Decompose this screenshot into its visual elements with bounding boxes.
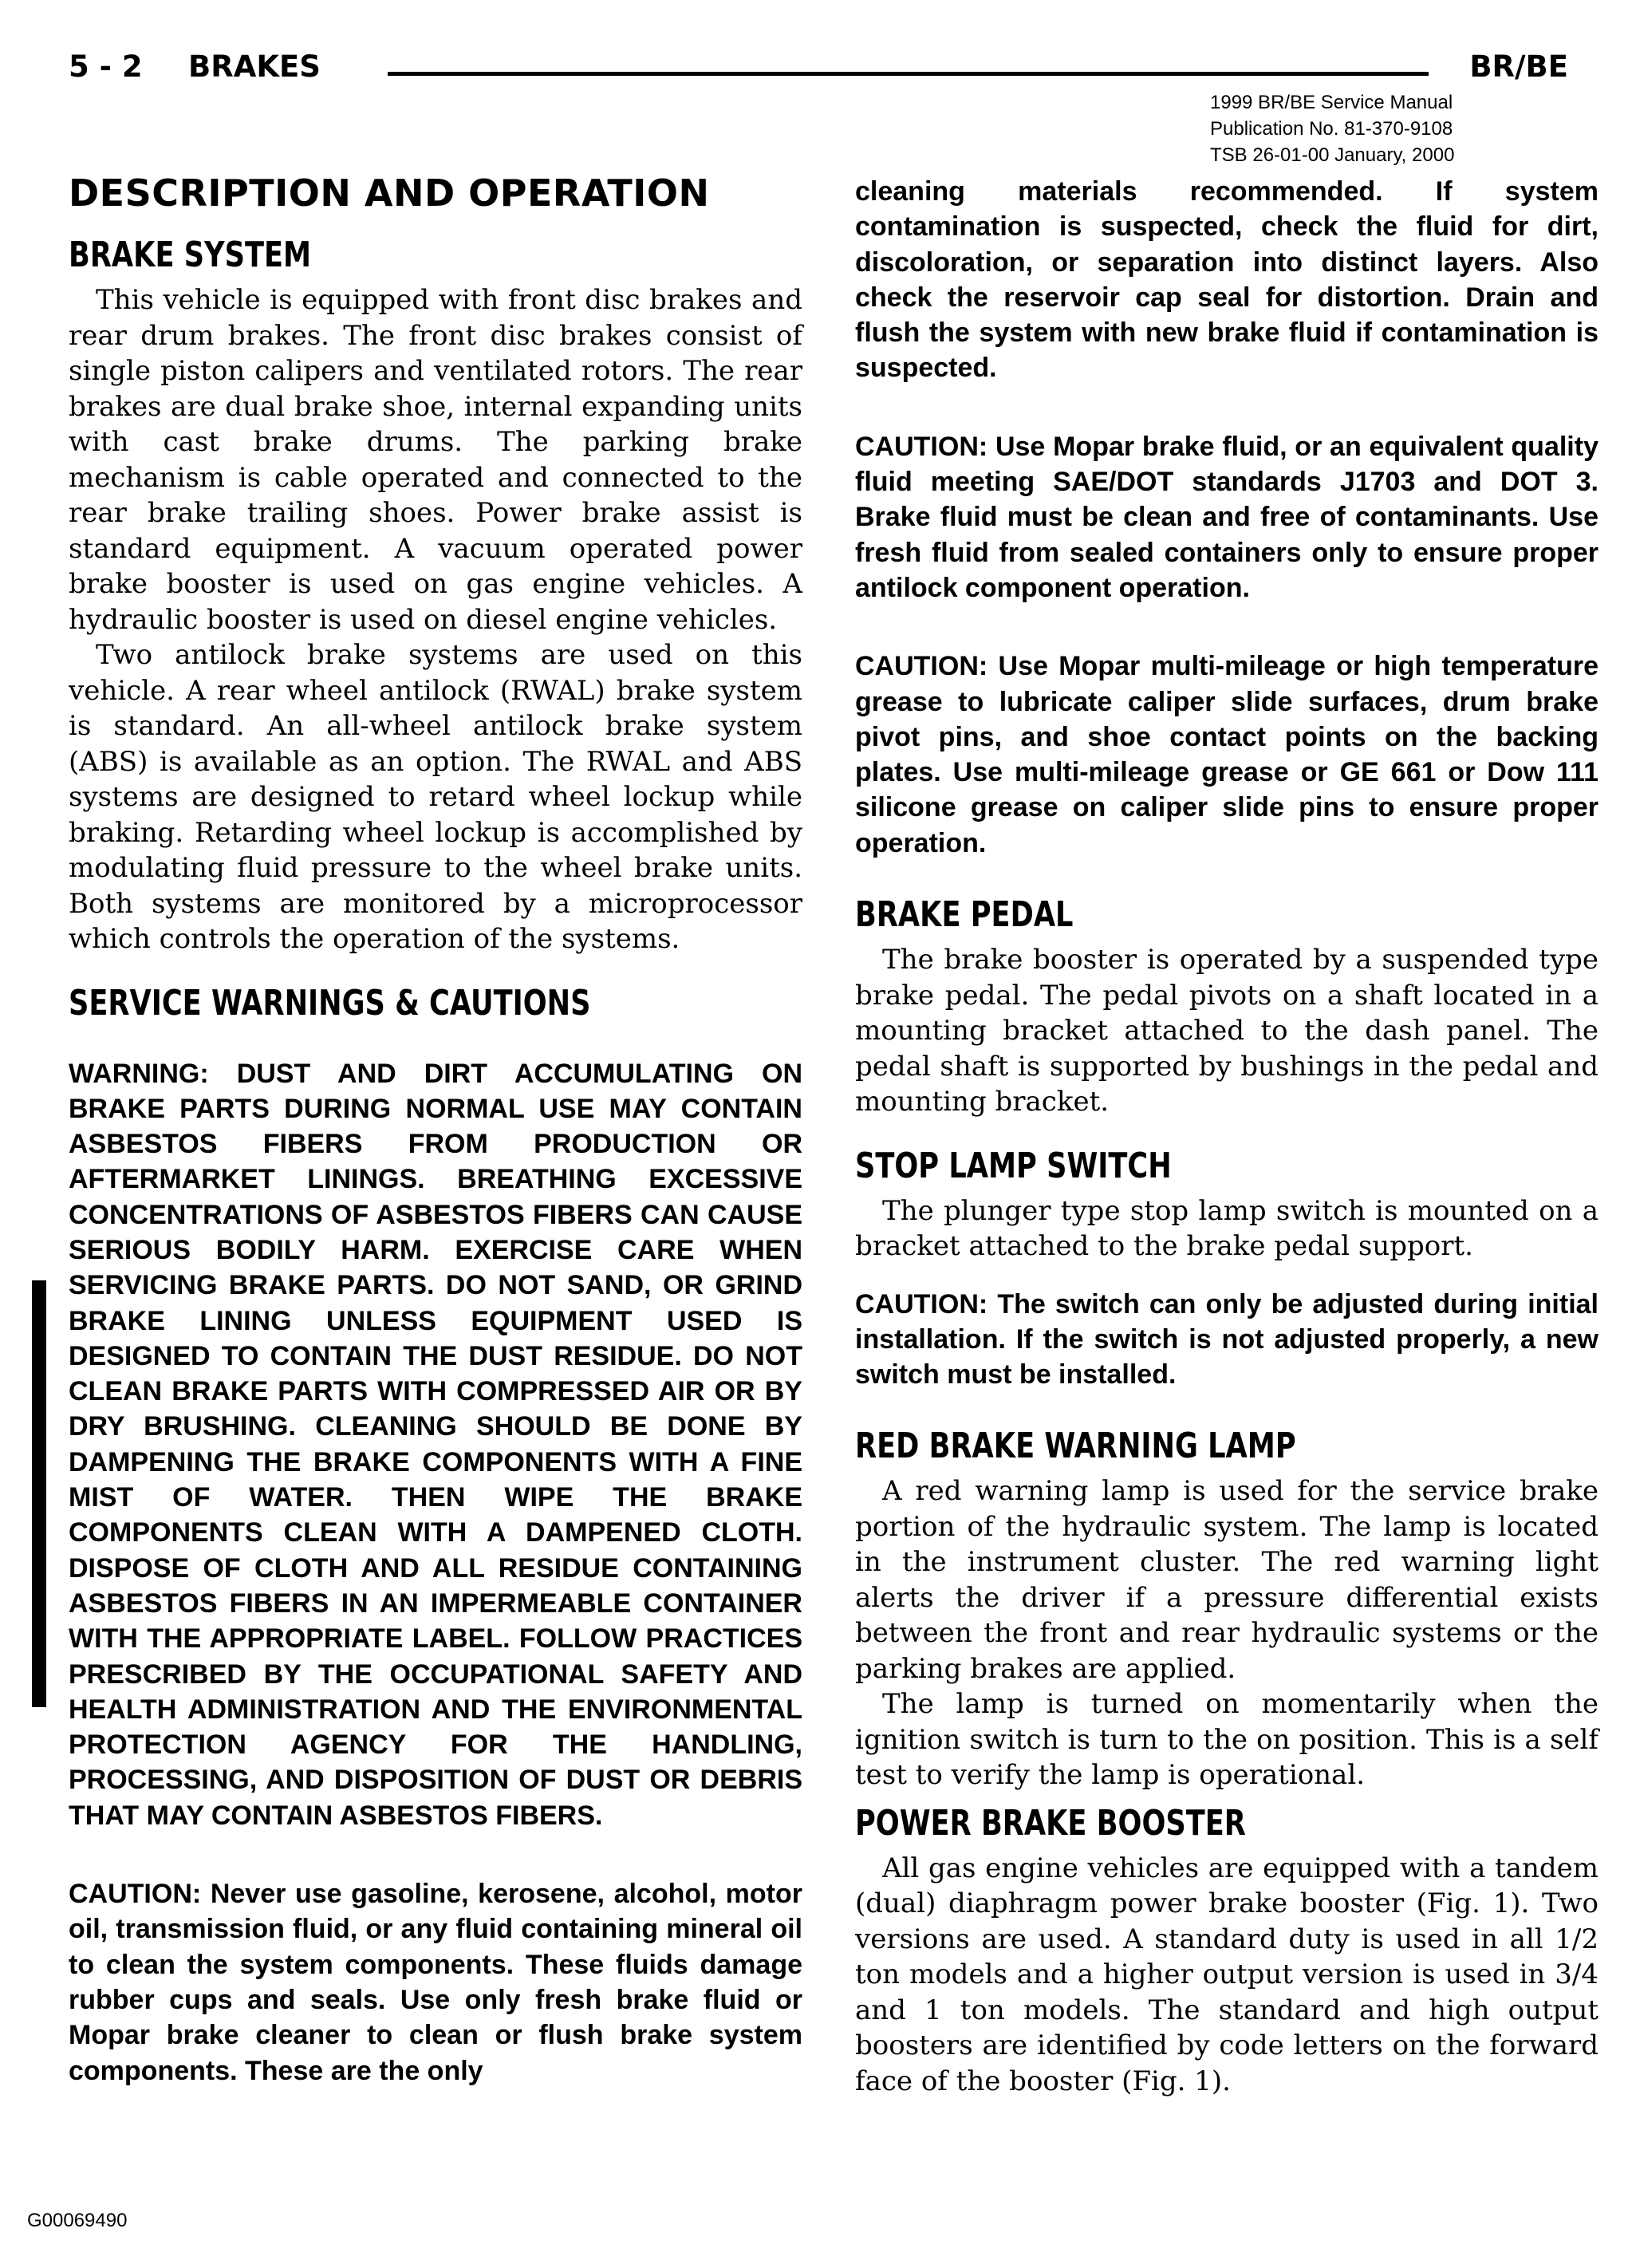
section-title: BRAKES xyxy=(188,49,321,84)
paragraph: The plunger type stop lamp switch is mounted on a bracket attached to the brake pedal support. xyxy=(855,1194,1598,1263)
caution-block: CAUTION: Use Mopar brake fluid, or an equivalent quality fluid meeting SAE/DOT standards J1703 and DOT 3. Brake fluid must be clean and free of contaminants. Use fresh fluid from sealed containers only to ensure proper antilock component operation. xyxy=(855,431,1598,603)
paragraph: A red warning lamp is used for the service brake portion of the hydraulic system. The lamp is located in the instrument cluster. The red warning light alerts the driver if a pressure differential exists between the front and rear hydraulic systems or the parking brakes are applied. xyxy=(855,1475,1598,1685)
heading-warnings: SERVICE WARNINGS & CAUTIONS xyxy=(69,982,591,1024)
document-id: G00069490 xyxy=(27,2210,128,2231)
caution-block: CAUTION: Use Mopar multi-mileage or high temperature grease to lubricate caliper slide surfaces, drum brake pivot pins, and shoe contact points on the backing plates. Use multi-mileage grease or GE 661 or Dow 111 silicone grease on caliper slide pins to ensure proper operation. xyxy=(855,651,1598,858)
publication-line: Publication No. 81-370-9108 xyxy=(1210,118,1453,140)
header-rule xyxy=(388,72,1429,76)
heading-stop-lamp: STOP LAMP SWITCH xyxy=(855,1145,1172,1186)
heading-brake-pedal: BRAKE PEDAL xyxy=(855,894,1074,936)
model-code: BR/BE xyxy=(1469,49,1568,84)
paragraph: The lamp is turned on momentarily when the ignition switch is turn to the on position. This is a self test to verify the lamp is operational. xyxy=(855,1688,1598,1792)
paragraph: Two antilock brake systems are used on this vehicle. A rear wheel antilock (RWAL) brake system is standard. An all-wheel antilock brake system (ABS) is available as an option. The RWAL and ABS systems are designed to retard wheel lockup while braking. Retarding wheel lockup is accomplished by modulating fluid pressure to the wheel brake units. Both systems are monitored by a microprocessor which controls the operation of the systems. xyxy=(69,639,802,955)
heading-red-lamp: RED BRAKE WARNING LAMP xyxy=(855,1426,1296,1467)
paragraph: All gas engine vehicles are equipped with a tandem (dual) diaphragm power brake booster (Fig. 1). Two versions are used. A standard duty is used in all 1/2 ton models and a higher output version is used in 3/4 and 1 ton models. The standard and high output boosters are identified by code letters on the forward face of the booster (Fig. 1). xyxy=(855,1852,1598,2097)
left-column xyxy=(69,169,802,2089)
heading-booster: POWER BRAKE BOOSTER xyxy=(855,1802,1246,1844)
page-title: DESCRIPTION AND OPERATION xyxy=(69,172,710,215)
caution-block: CAUTION: Never use gasoline, kerosene, alcohol, motor oil, transmission fluid, or any fluid containing mineral oil to clean the system components. These fluids damage rubber cups and seals. Use only fresh brake fluid or Mopar brake cleaner to clean or flush brake system components. These are the only xyxy=(69,1879,802,2086)
heading-brake-system: BRAKE SYSTEM xyxy=(69,235,312,275)
page-number: 5 - 2 xyxy=(69,49,143,84)
warning-block: WARNING: DUST AND DIRT ACCUMULATING ON BRAKE PARTS DURING NORMAL USE MAY CONTAIN ASBESTOS FIBERS FROM PRODUCTION OR AFTERMARKET LININGS. BREATHING EXCESSIVE CONCENTRATIONS OF ASBESTOS FIBERS CAN CAUSE SERIOUS BODILY HARM. EXERCISE CARE WHEN SERVICING BRAKE PARTS. DO NOT SAND, OR GRIND BRAKE LINING UNLESS EQUIPMENT USED IS DESIGNED TO CONTAIN THE DUST RESIDUE. DO NOT CLEAN BRAKE PARTS WITH COMPRESSED AIR OR BY DRY BRUSHING. CLEANING SHOULD BE DONE BY DAMPENING THE BRAKE COMPONENTS WITH A FINE MIST OF WATER. THEN WIPE THE BRAKE COMPONENTS CLEAN WITH A DAMPENED CLOTH. DISPOSE OF CLOTH AND ALL RESIDUE CONTAINING ASBESTOS FIBERS IN AN IMPERMEABLE CONTAINER WITH THE APPROPRIATE LABEL. FOLLOW PRACTICES PRESCRIBED BY THE OCCUPATIONAL SAFETY AND HEALTH ADMINISTRATION AND THE ENVIRONMENTAL PROTECTION AGENCY FOR THE HANDLING, PROCESSING, AND DISPOSITION OF DUST OR DEBRIS THAT MAY CONTAIN ASBESTOS FIBERS. xyxy=(69,1058,802,1831)
publication-line: 1999 BR/BE Service Manual xyxy=(1210,92,1453,113)
publication-info xyxy=(1210,89,1545,168)
paragraph: This vehicle is equipped with front disc brakes and rear drum brakes. The front disc brakes consist of single piston calipers and ventilated rotors. The rear brakes are dual brake shoe, internal expanding units with cast brake drums. The parking brake mechanism is cable operated and connected to the rear brake trailing shoes. Power brake assist is standard equipment. A vacuum operated power brake booster is used on gas engine vehicles. A hydraulic booster is used on diesel engine vehicles. xyxy=(69,284,802,636)
caution-continuation: cleaning materials recommended. If system contamination is suspected, check the fluid for dirt, discoloration, or separation into distinct layers. Also check the reservoir cap seal for distortion. Drain and flush the system with new brake fluid if contamination is suspected. xyxy=(855,176,1598,384)
caution-block: CAUTION: The switch can only be adjusted during initial installation. If the switch is not adjusted properly, a new switch must be installed. xyxy=(855,1288,1598,1390)
paragraph: The brake booster is operated by a suspended type brake pedal. The pedal pivots on a shaft located in a mounting bracket attached to the dash panel. The pedal shaft is supported by bushings in the pedal and mounting bracket. xyxy=(855,944,1598,1118)
running-header xyxy=(69,49,1568,94)
publication-line: TSB 26-01-00 January, 2000 xyxy=(1210,144,1455,166)
revision-bar xyxy=(32,1280,46,1707)
right-column xyxy=(855,174,1598,2099)
